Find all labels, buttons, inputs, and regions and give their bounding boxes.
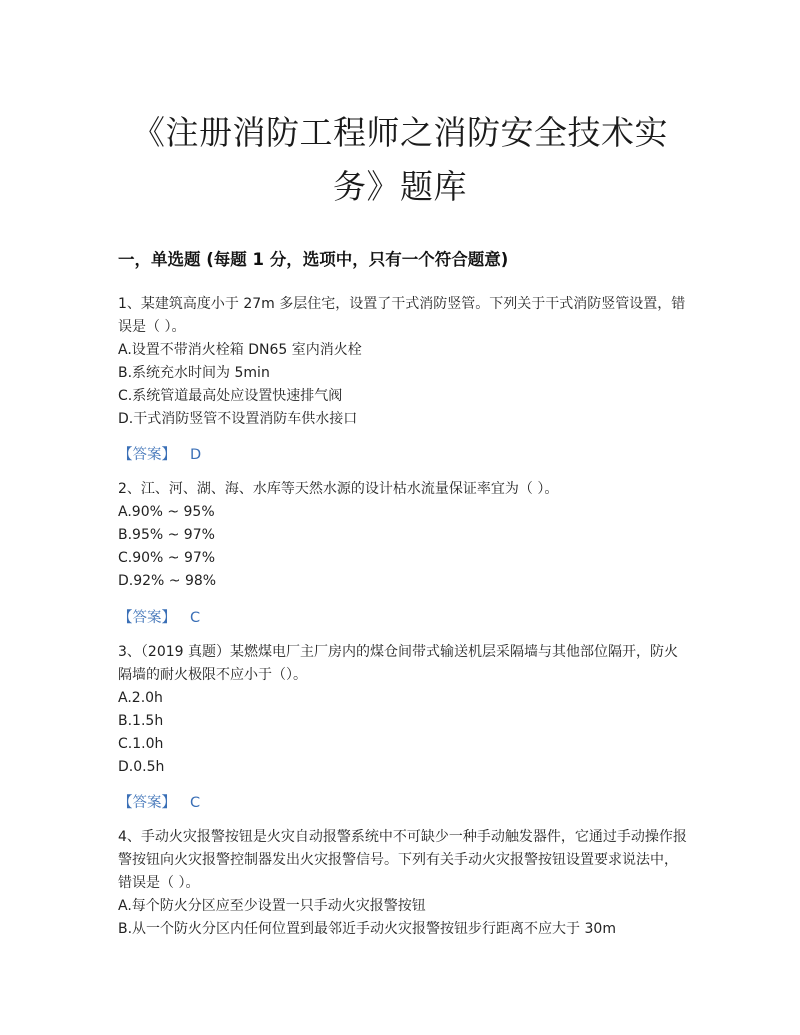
- answer-value: D: [190, 447, 202, 463]
- option-b: B.1.5h: [118, 713, 164, 729]
- option-b: B.从一个防火分区内任何位置到最邻近手动火灾报警按钮步行距离不应大于 30m: [118, 921, 616, 937]
- option-a: A.每个防火分区应至少设置一只手动火灾报警按钮: [118, 898, 426, 914]
- option-d: D.干式消防竖管不设置消防车供水接口: [118, 411, 358, 427]
- answer-value: C: [190, 610, 201, 626]
- option-a: A.2.0h: [118, 690, 163, 706]
- question-4: [118, 826, 690, 941]
- option-d: D.0.5h: [118, 759, 165, 775]
- answer-label: 【答案】: [118, 610, 176, 626]
- question-1: [118, 293, 690, 431]
- option-d: D.92% ~ 98%: [118, 573, 217, 589]
- option-c: C.系统管道最高处应设置快速排气阀: [118, 388, 343, 404]
- answer-label: 【答案】: [118, 795, 176, 811]
- answer-2: [118, 606, 200, 627]
- answer-label: 【答案】: [118, 447, 176, 463]
- title-line-1: 《注册消防工程师之消防安全技术实: [132, 113, 668, 152]
- question-3: [118, 641, 690, 779]
- document-title: [100, 106, 700, 214]
- question-stem: 4、手动火灾报警按钮是火灾自动报警系统中不可缺少一种手动触发器件，它通过手动操作报警按钮向火灾报警控制器发出火灾报警信号。下列有关手动火灾报警按钮设置要求说法中，错误是（ ）。: [118, 829, 687, 891]
- option-b: B.系统充水时间为 5min: [118, 365, 270, 381]
- title-line-2: 务》题库: [333, 167, 467, 206]
- section-heading: 一，单选题 (每题 1 分，选项中，只有一个符合题意): [118, 250, 509, 269]
- question-stem: 3、（2019 真题）某燃煤电厂主厂房内的煤仓间带式输送机层采隔墙与其他部位隔开，防火隔墙的耐火极限不应小于（）。: [118, 644, 678, 683]
- question-2: [118, 478, 690, 593]
- option-a: A.90% ~ 95%: [118, 504, 215, 520]
- question-stem: 2、江、河、湖、海、水库等天然水源的设计枯水流量保证率宜为（ ）。: [118, 481, 559, 497]
- question-stem: 1、某建筑高度小于 27m 多层住宅，设置了干式消防竖管。下列关于干式消防竖管设置，错误是（ ）。: [118, 296, 686, 335]
- answer-3: [118, 791, 200, 812]
- answer-1: [118, 443, 201, 464]
- option-c: C.90% ~ 97%: [118, 550, 216, 566]
- answer-value: C: [190, 795, 201, 811]
- option-c: C.1.0h: [118, 736, 164, 752]
- option-b: B.95% ~ 97%: [118, 527, 215, 543]
- option-a: A.设置不带消火栓箱 DN65 室内消火栓: [118, 342, 362, 358]
